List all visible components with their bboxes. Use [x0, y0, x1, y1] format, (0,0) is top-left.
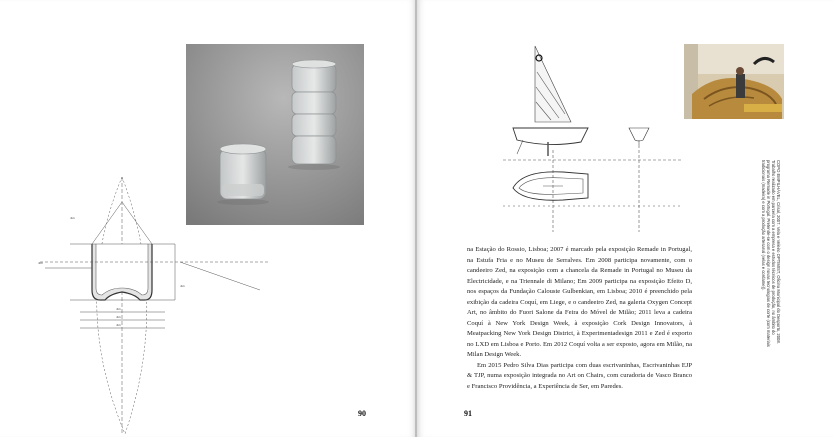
svg-text:dim: dim	[70, 216, 75, 220]
page-number-left: 90	[358, 409, 366, 418]
vertical-caption	[761, 160, 781, 350]
sailboat-technical-drawing	[503, 42, 693, 232]
svg-text:dim: dim	[180, 284, 185, 288]
right-page	[417, 0, 833, 437]
left-page	[0, 0, 416, 437]
svg-text:dim: dim	[38, 261, 43, 265]
body-text	[467, 245, 692, 392]
body-paragraph-1: na Estação do Rossio, Lisboa; 2007 é marcado pela exposição Remade in Portugal, na Estufa Fria e no Museu de Serralves. Em 2008 participa novamente, com o candeeiro Zed, na exposição com a chancela da Remade in Portugal no Museu da Electricidade, e na Triennale di Milano; Em 2009 participa na exposição Efeito D, nos espaços da Fundação Calouste Gulbenkian, em Lisboa; 2010 é preenchido pela exibição da cadeira Coquí, em Liege, e o candeeiro Zed, na galeria Oxygen Concept Art, no âmbito do Fuori Salone da Feira do Móvel de Milão; 2011 leva a cadeira Coquí à New York Design Week, à exposição Cork Design Innovators, à Meatpacking New York Design District, à Experimentadesign 2011 e Zed é exporto no LXD em Lisboa e Porto. Em 2012 Coquí volta a ser exposto, agora em Milão, na Milan Design Week.	[467, 246, 692, 358]
caption-text: COPO EMPILHÁVEL, Crisal, 2007. Vela e Veleiro OPTIMIST, Oficina Municipal do Desporto, 2008. Trabalho realizado em parceria com a empresa e estudos técnicos de produção, no âmbito do programa Remade in Portugal. Pretende-se com o design novas tecnologias de corte (com materiais tradicionais (madeira) e com a produção artesanal (velas e cordame)).	[761, 160, 781, 347]
svg-text:dim: dim	[116, 315, 121, 319]
body-paragraph-2: Em 2015 Pedro Silva Dias participa com duas escrivaninhas, Escrivaninhas EJP & TJP, numa exposição integrada no Art on Chairs, com curadoria de Vasco Branco e Francisco Providência, a Experiência de Ser, em Paredes.	[467, 361, 692, 390]
svg-text:dim: dim	[116, 323, 121, 327]
svg-text:dim: dim	[116, 307, 121, 311]
exhibition-installation-photo	[684, 44, 784, 119]
page-number-right: 91	[464, 409, 472, 418]
cross-section-technical-drawing	[30, 172, 280, 437]
